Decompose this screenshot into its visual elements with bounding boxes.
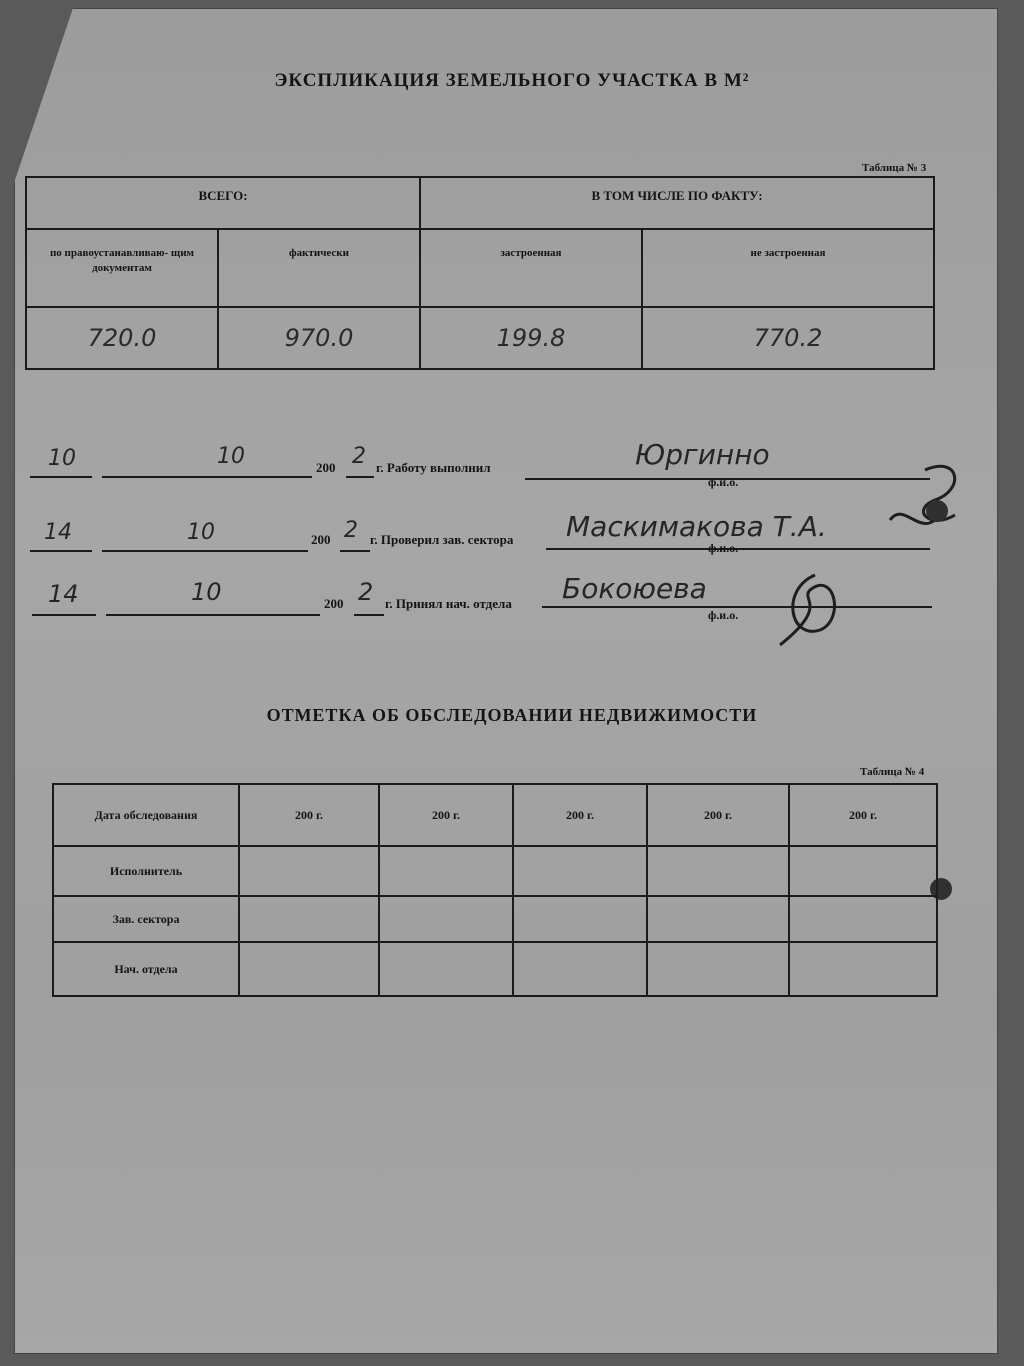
cell — [647, 942, 789, 996]
cell — [789, 942, 937, 996]
fio-caption: ф.и.о. — [708, 541, 739, 555]
year-col-3: 200 г. — [513, 784, 647, 846]
year-prefix: 200 — [316, 460, 336, 475]
header-survey-date: Дата обследования — [53, 784, 239, 846]
cell — [239, 942, 379, 996]
value-docs: 720.0 — [26, 307, 218, 369]
month-field: 10 — [106, 586, 320, 616]
year-prefix: 200 — [311, 532, 331, 547]
table3-label: Таблица № 3 — [862, 162, 927, 174]
fio-caption: ф.и.о. — [708, 608, 739, 622]
action-label: г. Принял нач. отдела — [385, 596, 512, 611]
year-col-2: 200 г. — [379, 784, 513, 846]
col-unbuilt: не застроенная — [642, 229, 934, 307]
col-actual: фактически — [218, 229, 420, 307]
action-label: г. Работу выполнил — [376, 460, 491, 475]
value-built: 199.8 — [420, 307, 642, 369]
cell — [379, 942, 513, 996]
day-field: 14 — [30, 524, 92, 552]
name-field: Юргинно — [525, 450, 930, 480]
row-dept-head: Нач. отдела — [53, 942, 239, 996]
cell — [647, 896, 789, 942]
punch-hole-1 — [926, 500, 948, 522]
name-field: Бокоюева — [542, 586, 932, 608]
year-suffix-field: 2 — [346, 450, 374, 478]
explication-title: ЭКСПЛИКАЦИЯ ЗЕМЕЛЬНОГО УЧАСТКА В М² — [274, 70, 750, 91]
col-docs: по правоустанавливаю- щим документам — [26, 229, 218, 307]
cell — [379, 896, 513, 942]
header-total: ВСЕГО: — [26, 177, 420, 229]
table4-label: Таблица № 4 — [860, 766, 925, 778]
year-col-4: 200 г. — [647, 784, 789, 846]
value-actual: 970.0 — [218, 307, 420, 369]
col-built: застроенная — [420, 229, 642, 307]
fio-caption: ф.и.о. — [708, 475, 739, 489]
year-suffix-field: 2 — [340, 524, 370, 552]
day-field: 14 — [32, 586, 96, 616]
month-field: 10 — [102, 524, 308, 552]
row-performer: Исполнитель — [53, 846, 239, 896]
value-unbuilt: 770.2 — [642, 307, 934, 369]
name-field: Маскимакова Т.А. — [546, 524, 930, 550]
cell — [789, 896, 937, 942]
cell — [647, 846, 789, 896]
day-field: 10 — [30, 450, 92, 478]
year-suffix-field: 2 — [354, 586, 384, 616]
survey-title: ОТМЕТКА ОБ ОБСЛЕДОВАНИИ НЕДВИЖИМОСТИ — [266, 705, 758, 725]
year-col-1: 200 г. — [239, 784, 379, 846]
cell — [239, 896, 379, 942]
year-prefix: 200 — [324, 596, 344, 611]
action-label: г. Проверил зав. сектора — [370, 532, 514, 547]
cell — [513, 846, 647, 896]
survey-table — [52, 783, 938, 997]
cell — [513, 896, 647, 942]
cell — [513, 942, 647, 996]
row-sector-head: Зав. сектора — [53, 896, 239, 942]
year-col-5: 200 г. — [789, 784, 937, 846]
cell — [239, 846, 379, 896]
header-fact: В ТОМ ЧИСЛЕ ПО ФАКТУ: — [420, 177, 934, 229]
cell — [789, 846, 937, 896]
cell — [379, 846, 513, 896]
month-field: 10 — [102, 450, 312, 478]
signature-mark-3 — [780, 575, 834, 645]
